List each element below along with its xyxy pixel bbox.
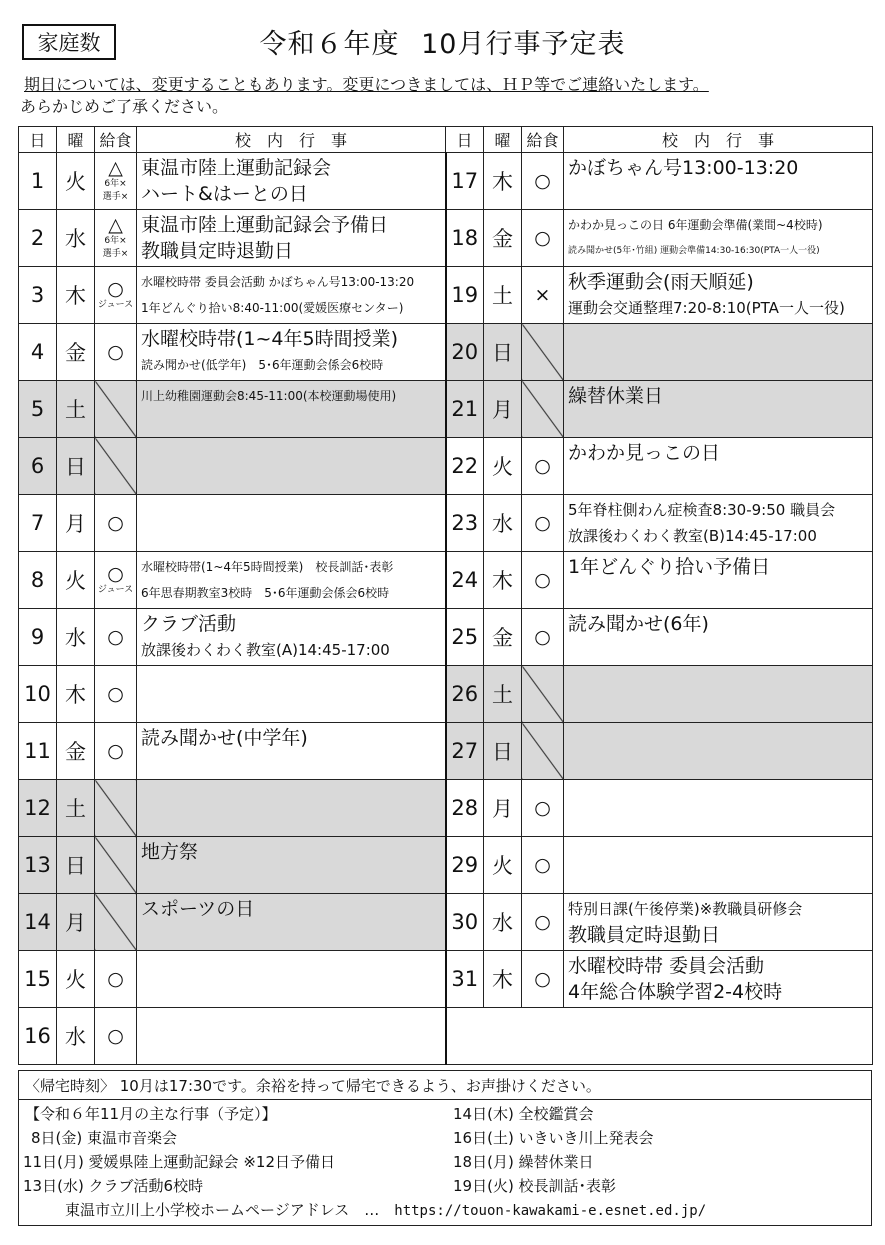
day-row [19,267,873,324]
lunch-status [522,210,564,267]
schedule-table [18,126,873,1065]
event-cell [137,780,446,837]
event-cell [564,381,873,438]
lunch-mark: ○ [107,277,124,300]
event-text: 水曜校時帯 委員会活動 [568,955,765,977]
day-of-week: 日 [57,837,95,894]
day-of-week: 月 [484,780,522,837]
day-of-week: 日 [484,723,522,780]
lunch-none-slash [95,780,137,837]
col-day: 日 [446,127,484,153]
lunch-status [95,552,137,609]
lunch-none-slash [522,381,564,438]
day-of-week: 土 [484,267,522,324]
event-text: 水曜校時帯 委員会活動 かぼちゃん号13:00-13:20 [141,275,415,289]
day-of-week: 金 [57,324,95,381]
event-text: 読み聞かせ(6年) [568,613,709,635]
event-text: 6年思春期教室3校時 5･6年運動会係会6校時 [141,586,390,600]
col-events: 校 内 行 事 [564,127,873,153]
col-dow: 曜 [57,127,95,153]
event-cell [137,210,446,267]
november-event: 11日(月) 愛媛県陸上運動記録会 ※12日予備日 [23,1153,335,1171]
day-number: 28 [446,780,484,837]
november-event: 13日(水) クラブ活動6校時 [23,1177,204,1195]
event-text: かわか見っこの日 6年運動会準備(業間~4校時) [568,218,823,232]
day-of-week: 土 [57,780,95,837]
day-of-week: 木 [484,552,522,609]
event-cell [137,267,446,324]
event-text: 放課後わくわく教室(A)14:45-17:00 [141,641,390,659]
day-of-week: 火 [484,438,522,495]
event-text: 運動会交通整理7:20-8:10(PTA一人一役) [568,299,845,317]
day-row [19,666,873,723]
event-cell [137,666,446,723]
event-cell [137,723,446,780]
day-number: 1 [19,153,57,210]
day-number: 15 [19,951,57,1008]
day-row [19,837,873,894]
lunch-mark: ○ [534,797,551,819]
day-of-week: 水 [484,495,522,552]
day-of-week: 木 [57,267,95,324]
lunch-status [95,723,137,780]
day-of-week: 火 [484,837,522,894]
event-text: かわか見っこの日 [568,442,721,464]
event-text: 水曜校時帯(1~4年5時間授業) [141,328,399,350]
november-event: 8日(金) 東温市音楽会 [31,1129,178,1147]
day-number: 24 [446,552,484,609]
event-cell [564,666,873,723]
day-number: 13 [19,837,57,894]
col-lunch: 給食 [95,127,137,153]
event-cell [137,495,446,552]
lunch-mark: △ [108,214,123,236]
col-events: 校 内 行 事 [137,127,446,153]
event-cell [564,723,873,780]
event-cell [564,552,873,609]
day-number: 26 [446,666,484,723]
lunch-status [95,1008,137,1065]
event-text: 4年総合体験学習2-4校時 [568,981,783,1003]
lunch-status [522,552,564,609]
schedule-body [19,153,873,1065]
lunch-status [522,495,564,552]
lunch-status [95,609,137,666]
lunch-mark: △ [108,157,123,179]
day-of-week: 月 [57,894,95,951]
event-text: 特別日課(午後停業)※教職員研修会 [568,900,803,918]
event-cell [137,951,446,1008]
event-cell [564,780,873,837]
day-number: 6 [19,438,57,495]
day-number: 19 [446,267,484,324]
event-text: かぼちゃん号13:00-13:20 [568,157,799,179]
lunch-mark: ○ [534,911,551,933]
day-number: 8 [19,552,57,609]
lunch-none-slash [522,723,564,780]
lunch-status [95,267,137,324]
event-cell [564,609,873,666]
day-number: 5 [19,381,57,438]
day-number: 12 [19,780,57,837]
lunch-mark: ○ [107,683,124,705]
event-cell [564,951,873,1008]
lunch-status [95,324,137,381]
day-number: 4 [19,324,57,381]
event-text: 川上幼稚園運動会8:45-11:00(本校運動場使用) [141,389,397,403]
day-number: 31 [446,951,484,1008]
november-event: 16日(土) いきいき川上発表会 [453,1129,654,1147]
lunch-mark: ○ [107,968,124,990]
lunch-mark: ○ [534,455,551,477]
lunch-status [522,837,564,894]
homepage-address [65,1199,706,1220]
day-of-week: 金 [484,609,522,666]
day-row [19,894,873,951]
lunch-none-slash [95,438,137,495]
col-day: 日 [19,127,57,153]
day-row [19,780,873,837]
lunch-status [522,780,564,837]
lunch-none-slash [522,666,564,723]
event-cell [564,153,873,210]
day-number: 18 [446,210,484,267]
event-text: 5年脊柱側わん症検査8:30-9:50 職員会 [568,501,836,519]
event-cell [564,267,873,324]
lunch-status [95,210,137,267]
day-number: 11 [19,723,57,780]
day-number: 27 [446,723,484,780]
lunch-note: 選手× [102,192,129,202]
lunch-mark: ○ [107,341,124,363]
title-year: 令和６年度 [259,29,400,60]
event-cell [137,609,446,666]
day-row [19,153,873,210]
event-cell [564,495,873,552]
day-row [19,438,873,495]
day-of-week: 火 [57,552,95,609]
event-cell [564,438,873,495]
event-cell [564,894,873,951]
lunch-mark: ○ [534,854,551,876]
lunch-mark: ○ [107,562,124,585]
event-text: 教職員定時退勤日 [568,924,721,946]
notice-line-2: あらかじめご了承ください。 [20,97,229,116]
lunch-note: ジュース [97,299,134,310]
day-number: 16 [19,1008,57,1065]
day-row [19,495,873,552]
event-text: クラブ活動 [141,613,237,635]
page-title [0,22,885,61]
event-text: 秋季運動会(雨天順延) [568,271,754,293]
event-text: 放課後わくわく教室(B)14:45-17:00 [568,527,817,545]
day-number: 9 [19,609,57,666]
event-cell [137,894,446,951]
col-dow: 曜 [484,127,522,153]
day-row [19,951,873,1008]
lunch-note: 6年× [104,236,127,246]
lunch-mark: ○ [107,512,124,534]
footer-divider [19,1099,871,1100]
lunch-mark: ○ [107,626,124,648]
lunch-status [95,951,137,1008]
day-of-week: 水 [57,609,95,666]
event-cell [137,381,446,438]
lunch-status [522,267,564,324]
day-number: 22 [446,438,484,495]
lunch-note: 選手× [102,249,129,259]
lunch-status [95,666,137,723]
event-cell [564,837,873,894]
lunch-mark: ○ [107,1025,124,1047]
lunch-mark: ○ [534,227,551,249]
november-event: 19日(火) 校長訓話･表彰 [453,1177,617,1195]
lunch-status [522,438,564,495]
lunch-mark: × [534,284,551,306]
day-number: 20 [446,324,484,381]
day-of-week: 木 [484,153,522,210]
day-row [19,381,873,438]
day-of-week: 水 [57,1008,95,1065]
lunch-note: ジュース [97,584,134,595]
lunch-status [95,153,137,210]
day-number: 30 [446,894,484,951]
day-number: 23 [446,495,484,552]
day-of-week: 水 [484,894,522,951]
event-cell [137,438,446,495]
day-of-week: 木 [484,951,522,1008]
event-text: 1年どんぐり拾い予備日 [568,556,771,578]
event-text: 1年どんぐり拾い8:40-11:00(愛媛医療センター) [141,301,404,315]
day-of-week: 火 [57,153,95,210]
day-of-week: 日 [57,438,95,495]
event-text: スポーツの日 [141,898,255,920]
lunch-mark: ○ [534,170,551,192]
day-number: 17 [446,153,484,210]
event-cell [137,153,446,210]
event-text: 繰替休業日 [568,385,664,407]
lunch-status [522,951,564,1008]
event-text: ハート&はーとの日 [141,183,308,205]
event-text: 水曜校時帯(1~4年5時間授業) 校長訓話･表彰 [141,560,394,574]
lunch-none-slash [522,324,564,381]
event-text: 読み聞かせ(5年･竹組) 運動会準備14:30-16:30(PTA一人一役) [568,246,820,256]
lunch-none-slash [95,837,137,894]
title-main: 10月行事予定表 [421,29,626,60]
day-number: 10 [19,666,57,723]
day-number: 14 [19,894,57,951]
lunch-mark: ○ [534,626,551,648]
day-of-week: 木 [57,666,95,723]
event-text: 読み聞かせ(低学年) 5･6年運動会係会6校時 [141,358,384,372]
lunch-mark: ○ [534,512,551,534]
day-number: 2 [19,210,57,267]
event-cell [137,552,446,609]
lunch-status [95,495,137,552]
event-text: 読み聞かせ(中学年) [141,727,308,749]
event-cell [137,1008,446,1065]
day-number: 29 [446,837,484,894]
lunch-mark: ○ [534,968,551,990]
day-of-week: 月 [484,381,522,438]
event-text: 教職員定時退勤日 [141,240,294,262]
category-tag: 家庭数 [22,24,116,60]
event-text: 東温市陸上運動記録会 [141,157,332,179]
day-row [19,552,873,609]
footer-box [18,1070,872,1226]
event-cell [564,324,873,381]
event-cell [137,837,446,894]
november-title: 【令和６年11月の主な行事（予定）】 [25,1105,277,1123]
event-cell [137,324,446,381]
day-number: 21 [446,381,484,438]
lunch-status [522,153,564,210]
homepage-label: 東温市立川上小学校ホームページアドレス … [65,1201,395,1219]
day-of-week: 火 [57,951,95,1008]
day-row [19,210,873,267]
day-row [19,609,873,666]
col-lunch: 給食 [522,127,564,153]
day-of-week: 日 [484,324,522,381]
day-row [19,1008,873,1065]
lunch-mark: ○ [534,569,551,591]
day-of-week: 土 [57,381,95,438]
lunch-status [522,609,564,666]
event-text: 地方祭 [141,841,199,863]
lunch-mark: ○ [107,740,124,762]
notice-line-1: 期日については、変更することもあります。変更につきましては、ＨＰ等でご連絡いたします。 [24,75,709,94]
day-of-week: 金 [484,210,522,267]
day-number: 25 [446,609,484,666]
day-of-week: 月 [57,495,95,552]
return-time-note: 〈帰宅時刻〉 10月は17:30です。余裕を持って帰宅できるよう、お声掛けください。 [25,1077,601,1095]
homepage-url[interactable]: https://touon-kawakami-e.esnet.ed.jp/ [394,1203,707,1219]
event-text: 東温市陸上運動記録会予備日 [141,214,389,236]
event-cell [564,210,873,267]
day-row [19,324,873,381]
day-row [19,723,873,780]
november-event: 14日(木) 全校鑑賞会 [453,1105,594,1123]
day-of-week: 土 [484,666,522,723]
day-of-week: 水 [57,210,95,267]
lunch-status [522,894,564,951]
empty-cell [446,1008,873,1065]
lunch-none-slash [95,894,137,951]
lunch-none-slash [95,381,137,438]
day-of-week: 金 [57,723,95,780]
november-event: 18日(月) 繰替休業日 [453,1153,594,1171]
header-row [19,127,873,153]
day-number: 3 [19,267,57,324]
lunch-note: 6年× [104,179,127,189]
day-number: 7 [19,495,57,552]
